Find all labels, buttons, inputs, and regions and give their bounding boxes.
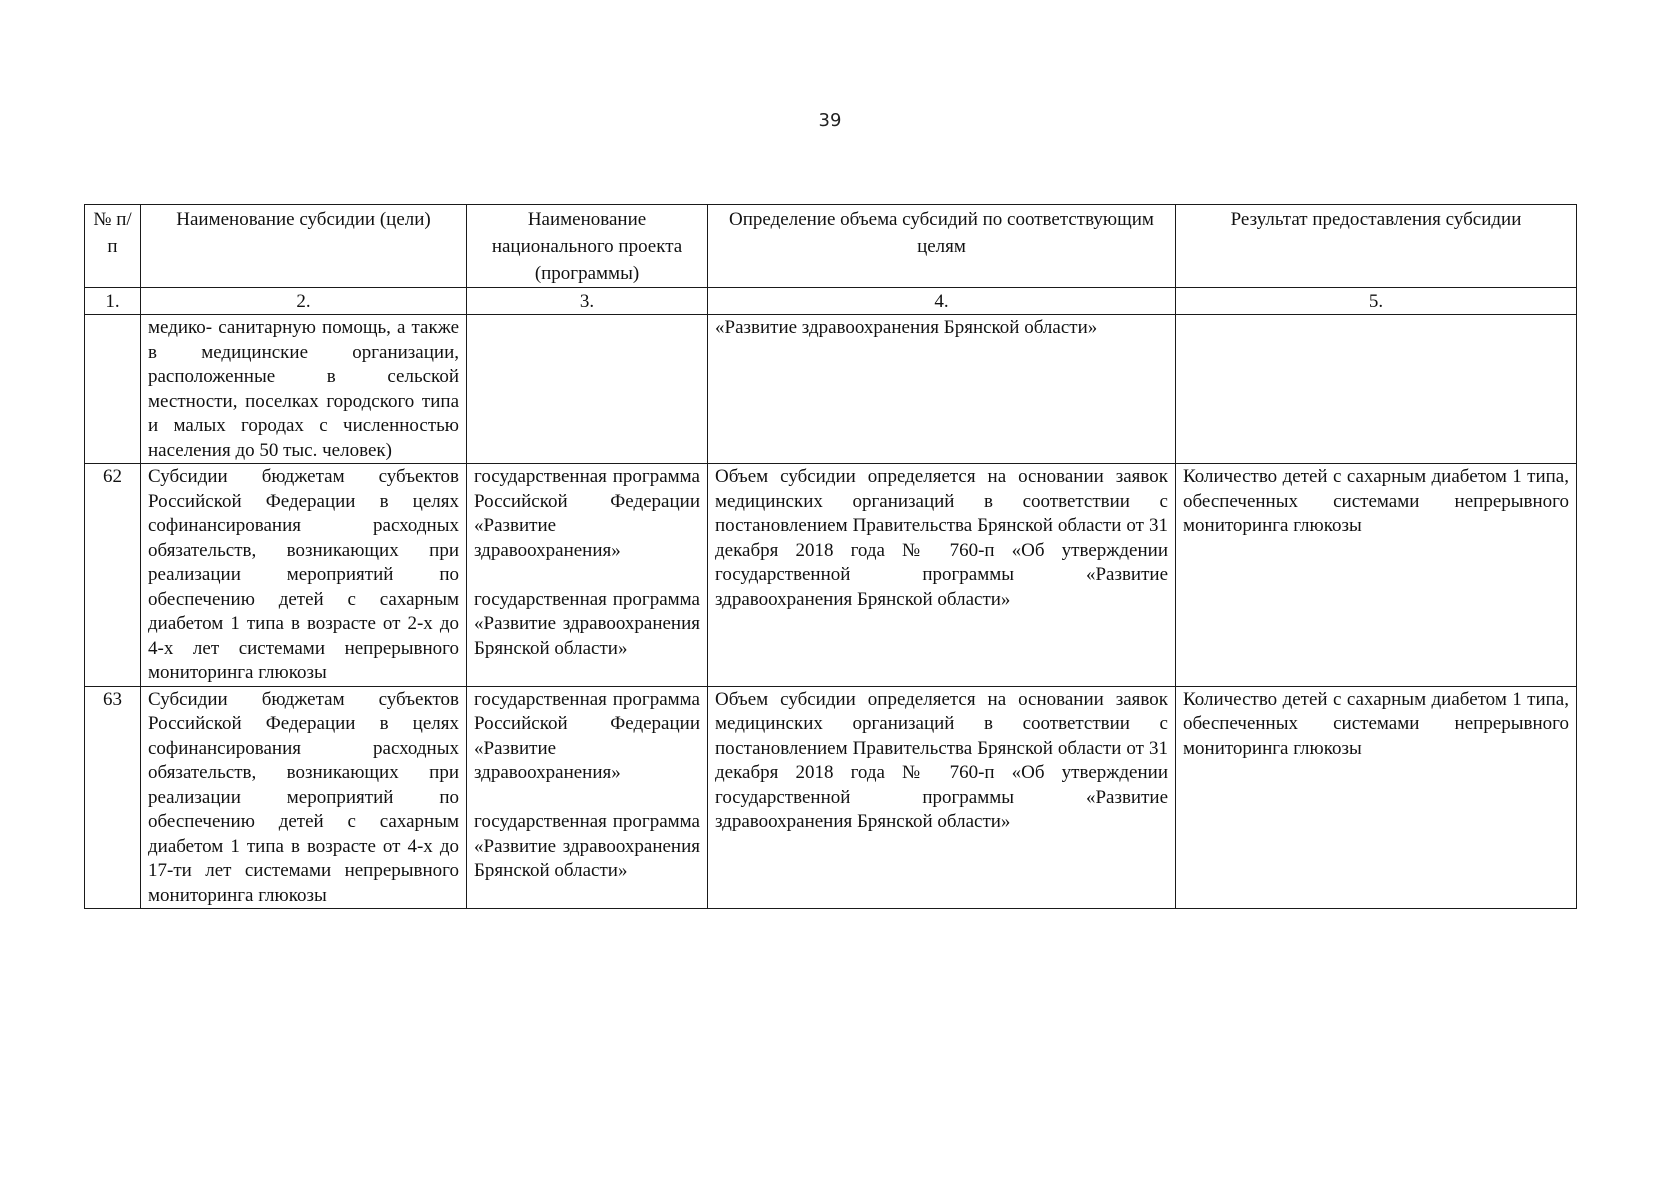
column-number: 5. bbox=[1176, 288, 1577, 315]
result-cell bbox=[1176, 315, 1577, 464]
table-row bbox=[85, 686, 1577, 909]
project-name-cell bbox=[467, 315, 708, 464]
header-result: Результат предоставления субсидии bbox=[1176, 205, 1577, 288]
table-row bbox=[85, 315, 1577, 464]
header-volume-definition: Определение объема субсидий по соответствующим целям bbox=[708, 205, 1176, 288]
volume-definition-cell: «Развитие здравоохранения Брянской области» bbox=[708, 315, 1176, 464]
table-row bbox=[85, 464, 1577, 687]
volume-definition-cell: Объем субсидии определяется на основании заявок медицинских организаций в соответствии с постановлением Правительства Брянской области от 31 декабря 2018 года № 760-п «Об утверждении государственной программы «Развитие здравоохранения Брянской области» bbox=[708, 464, 1176, 687]
table-header-row bbox=[85, 205, 1577, 288]
result-cell: Количество детей с сахарным диабетом 1 типа, обеспеченных системами непрерывного мониторинга глюкозы bbox=[1176, 464, 1577, 687]
header-subsidy-name: Наименование субсидии (цели) bbox=[141, 205, 467, 288]
column-number: 4. bbox=[708, 288, 1176, 315]
header-number: № п/п bbox=[85, 205, 141, 288]
column-numbers-row bbox=[85, 288, 1577, 315]
project-name-regional: государственная программа «Развитие здравоохранения Брянской области» bbox=[474, 588, 700, 659]
subsidy-name-cell: Субсидии бюджетам субъектов Российской Федерации в целях софинансирования расходных обязательств, возникающих при реализации мероприятий по обеспечению детей с сахарным диабетом 1 типа в возрасте от 2-х до 4-х лет системами непрерывного мониторинга глюкозы bbox=[141, 464, 467, 687]
project-name-cell bbox=[467, 686, 708, 909]
row-number bbox=[85, 315, 141, 464]
project-name-federal: государственная программа Российской Федерации «Развитие здравоохранения» bbox=[474, 466, 700, 561]
subsidy-name-cell: медико- санитарную помощь, а также в медицинские организации, расположенные в сельской местности, поселках городского типа и малых городах с численностью населения до 50 тыс. человек) bbox=[141, 315, 467, 464]
row-number: 62 bbox=[85, 464, 141, 687]
row-number: 63 bbox=[85, 686, 141, 909]
project-name-regional: государственная программа «Развитие здравоохранения Брянской области» bbox=[474, 811, 700, 881]
subsidy-name-cell: Субсидии бюджетам субъектов Российской Федерации в целях софинансирования расходных обязательств, возникающих при реализации мероприятий по обеспечению детей с сахарным диабетом 1 типа в возрасте от 4-х до 17-ти лет системами непрерывного мониторинга глюкозы bbox=[141, 686, 467, 909]
header-project-name: Наименование национального проекта (программы) bbox=[467, 205, 708, 288]
column-number: 1. bbox=[85, 288, 141, 315]
project-name-federal: государственная программа Российской Федерации «Развитие здравоохранения» bbox=[474, 688, 700, 783]
subsidies-table bbox=[84, 204, 1577, 909]
column-number: 2. bbox=[141, 288, 467, 315]
project-name-cell bbox=[467, 464, 708, 687]
volume-definition-cell: Объем субсидии определяется на основании заявок медицинских организаций в соответствии с постановлением Правительства Брянской области от 31 декабря 2018 года № 760-п «Об утверждении государственной программы «Развитие здравоохранения Брянской области» bbox=[708, 686, 1176, 909]
paragraph-gap bbox=[474, 563, 700, 588]
page-number: 39 bbox=[818, 110, 842, 131]
result-cell: Количество детей с сахарным диабетом 1 типа, обеспеченных системами непрерывного мониторинга глюкозы bbox=[1176, 686, 1577, 909]
paragraph-gap bbox=[474, 786, 700, 811]
column-number: 3. bbox=[467, 288, 708, 315]
